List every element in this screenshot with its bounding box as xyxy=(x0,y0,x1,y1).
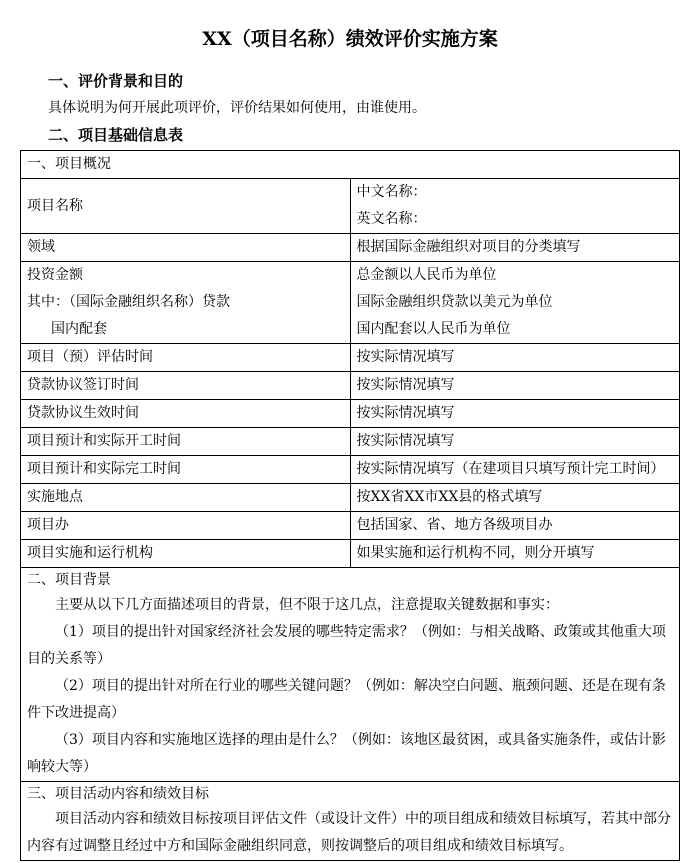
table-row xyxy=(21,428,680,456)
row-value: 按实际情况填写 xyxy=(350,428,680,456)
label-text: 其中：（国际金融组织名称）贷款 xyxy=(27,294,230,310)
background-title: 二、项目背景 xyxy=(27,572,111,588)
value-text: 英文名称： xyxy=(356,211,427,227)
activities-section xyxy=(21,782,680,861)
table-row xyxy=(21,540,680,568)
value-text: 中文名称： xyxy=(356,184,427,200)
section-text-background: 具体说明为何开展此项评价，评价结果如何使用，由谁使用。 xyxy=(48,100,426,116)
table-row xyxy=(21,512,680,540)
row-label: 项目实施和运行机构 xyxy=(21,540,351,568)
row-label: 贷款协议签订时间 xyxy=(21,372,351,400)
background-point: （3）项目内容和实施地区选择的理由是什么？（例如：该地区最贫困，或具备实施条件，或估计影响较大等） xyxy=(27,732,666,775)
table-row xyxy=(21,344,680,372)
table-row xyxy=(21,179,680,234)
row-label: 项目预计和实际完工时间 xyxy=(21,456,351,484)
row-value: 按实际情况填写 xyxy=(350,372,680,400)
table-row xyxy=(21,151,680,179)
background-point: （2）项目的提出针对所在行业的哪些关键问题？（例如：解决空白问题、瓶颈问题、还是在现有条件下改进提高） xyxy=(27,678,666,721)
row-label: 项目（预）评估时间 xyxy=(21,344,351,372)
label-text: 投资金额 xyxy=(27,267,83,283)
table-row xyxy=(21,484,680,512)
background-section xyxy=(21,568,680,782)
row-label: 贷款协议生效时间 xyxy=(21,400,351,428)
row-value: 按实际情况填写 xyxy=(350,344,680,372)
row-value: 按实际情况填写 xyxy=(350,400,680,428)
row-value xyxy=(350,262,680,344)
row-label xyxy=(21,262,351,344)
background-intro: 主要从以下几方面描述项目的背景，但不限于这几点，注意提取关键数据和事实： xyxy=(55,597,559,613)
background-point: （1）项目的提出针对国家经济社会发展的哪些特定需求？（例如：与相关战略、政策或其他重大项目的关系等） xyxy=(27,624,666,667)
table-row xyxy=(21,234,680,262)
overview-title: 一、项目概况 xyxy=(21,151,680,179)
table-row xyxy=(21,782,680,861)
table-row xyxy=(21,372,680,400)
value-text: 国际金融组织贷款以美元为单位 xyxy=(356,294,553,310)
value-text: 总金额以人民币为单位 xyxy=(356,267,497,283)
table-row xyxy=(21,400,680,428)
row-label: 项目预计和实际开工时间 xyxy=(21,428,351,456)
row-label xyxy=(21,179,351,234)
table-row xyxy=(21,456,680,484)
activities-title: 三、项目活动内容和绩效目标 xyxy=(27,786,209,802)
table-row xyxy=(21,568,680,782)
row-value: 按实际情况填写（在建项目只填写预计完工时间） xyxy=(350,456,680,484)
row-label: 实施地点 xyxy=(21,484,351,512)
label-text: 国内配套 xyxy=(51,321,107,337)
basic-info-table xyxy=(20,150,680,861)
label-text: 项目名称 xyxy=(27,197,83,214)
row-label: 领域 xyxy=(21,234,351,262)
section-heading-background: 一、评价背景和目的 xyxy=(48,72,184,90)
row-value: 按XX省XX市XX县的格式填写 xyxy=(350,484,680,512)
section-heading-basic-info: 二、项目基础信息表 xyxy=(48,126,184,144)
row-label: 项目办 xyxy=(21,512,351,540)
value-text: 国内配套以人民币为单位 xyxy=(356,321,511,337)
row-value xyxy=(350,179,680,234)
document-title: XX（项目名称）绩效评价实施方案 xyxy=(202,28,498,50)
row-value: 根据国际金融组织对项目的分类填写 xyxy=(350,234,680,262)
row-value: 如果实施和运行机构不同，则分开填写 xyxy=(350,540,680,568)
activities-text: 项目活动内容和绩效目标按项目评估文件（或设计文件）中的项目组成和绩效目标填写，若其中部分内容有过调整且经过中方和国际金融组织同意，则按调整后的项目组成和绩效目标填写。 xyxy=(27,811,671,854)
row-value: 包括国家、省、地方各级项目办 xyxy=(350,512,680,540)
table-row xyxy=(21,262,680,344)
